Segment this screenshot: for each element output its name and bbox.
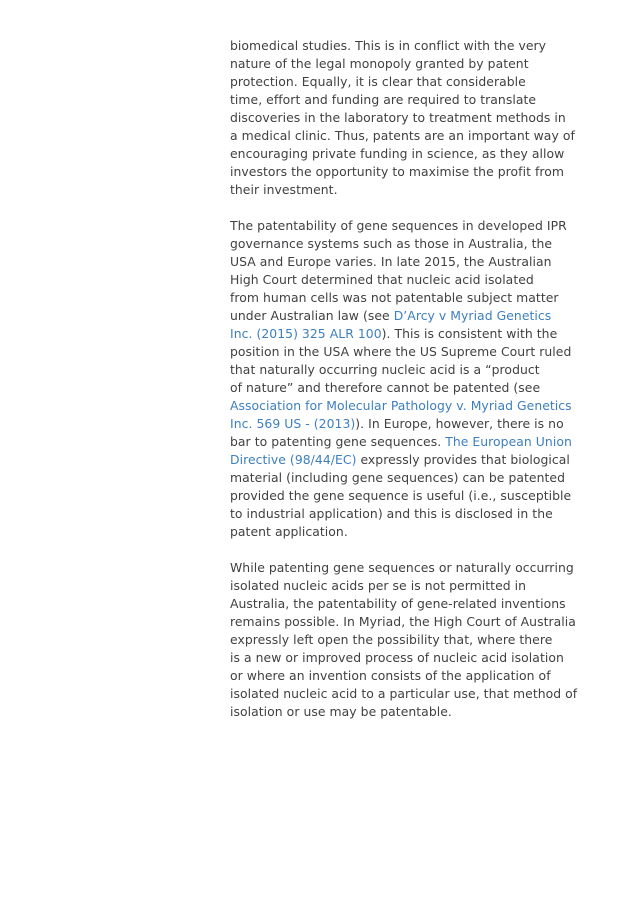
text-line bbox=[230, 163, 602, 181]
text-line bbox=[230, 127, 602, 145]
body-text: provided the gene sequence is useful (i.e., susceptible bbox=[230, 488, 572, 503]
body-text: their investment. bbox=[230, 182, 338, 197]
paragraph bbox=[230, 37, 602, 199]
text-line bbox=[230, 505, 602, 523]
body-text: ). In Europe, however, there is no bbox=[355, 416, 564, 431]
body-text: that naturally occurring nucleic acid is a “product bbox=[230, 362, 540, 377]
body-text: discoveries in the laboratory to treatment methods in bbox=[230, 110, 566, 125]
body-text: Australia, the patentability of gene-related inventions bbox=[230, 596, 566, 611]
text-line bbox=[230, 307, 602, 325]
body-text: USA and Europe varies. In late 2015, the Australian bbox=[230, 254, 552, 269]
body-text: isolation or use may be patentable. bbox=[230, 704, 452, 719]
text-line bbox=[230, 91, 602, 109]
body-text: patent application. bbox=[230, 524, 348, 539]
body-text: from human cells was not patentable subject matter bbox=[230, 290, 559, 305]
text-line bbox=[230, 613, 602, 631]
body-text: expressly left open the possibility that, where there bbox=[230, 632, 553, 647]
text-line bbox=[230, 217, 602, 235]
text-line bbox=[230, 433, 602, 451]
body-text: remains possible. In Myriad, the High Court of Australia bbox=[230, 614, 576, 629]
body-text: or where an invention consists of the application of bbox=[230, 668, 551, 683]
body-text: expressly provides that biological bbox=[356, 452, 570, 467]
text-line bbox=[230, 37, 602, 55]
body-text: under Australian law (see bbox=[230, 308, 394, 323]
citation-link[interactable]: Inc. 569 US - (2013) bbox=[230, 416, 356, 431]
body-text: protection. Equally, it is clear that considerable bbox=[230, 74, 526, 89]
citation-link[interactable]: Association for Molecular Pathology v. Myriad Genetics bbox=[230, 398, 572, 413]
text-line bbox=[230, 343, 602, 361]
citation-link[interactable]: Inc. (2015) 325 ALR 100 bbox=[230, 326, 382, 341]
paragraph-gap bbox=[230, 199, 602, 217]
body-text: investors the opportunity to maximise the profit from bbox=[230, 164, 565, 179]
body-text: While patenting gene sequences or naturally occurring bbox=[230, 560, 574, 575]
text-line bbox=[230, 181, 602, 199]
text-line bbox=[230, 631, 602, 649]
body-text: of nature” and therefore cannot be patented (see bbox=[230, 380, 541, 395]
text-line bbox=[230, 253, 602, 271]
body-text: ). This is consistent with the bbox=[381, 326, 558, 341]
body-text: bar to patenting gene sequences. bbox=[230, 434, 446, 449]
citation-link[interactable]: The European Union bbox=[445, 434, 572, 449]
text-line bbox=[230, 487, 602, 505]
body-text: High Court determined that nucleic acid isolated bbox=[230, 272, 534, 287]
body-text: position in the USA where the US Supreme Court ruled bbox=[230, 344, 572, 359]
text-line bbox=[230, 685, 602, 703]
body-text: biomedical studies. This is in conflict with the very bbox=[230, 38, 547, 53]
text-line bbox=[230, 109, 602, 127]
text-line bbox=[230, 73, 602, 91]
text-line bbox=[230, 415, 602, 433]
body-text: time, effort and funding are required to translate bbox=[230, 92, 537, 107]
text-line bbox=[230, 559, 602, 577]
text-line bbox=[230, 271, 602, 289]
text-line bbox=[230, 703, 602, 721]
body-text: isolated nucleic acid to a particular use, that method of bbox=[230, 686, 578, 701]
text-line bbox=[230, 667, 602, 685]
citation-link[interactable]: Directive (98/44/EC) bbox=[230, 452, 357, 467]
document-page bbox=[230, 37, 602, 721]
text-line bbox=[230, 325, 602, 343]
text-line bbox=[230, 145, 602, 163]
body-text: encouraging private funding in science, as they allow bbox=[230, 146, 565, 161]
body-text: nature of the legal monopoly granted by patent bbox=[230, 56, 529, 71]
paragraph-gap bbox=[230, 541, 602, 559]
text-line bbox=[230, 577, 602, 595]
citation-link[interactable]: D’Arcy v Myriad Genetics bbox=[393, 308, 552, 323]
text-line bbox=[230, 235, 602, 253]
body-text: isolated nucleic acids per se is not permitted in bbox=[230, 578, 527, 593]
text-line bbox=[230, 649, 602, 667]
text-line bbox=[230, 469, 602, 487]
text-line bbox=[230, 379, 602, 397]
text-line bbox=[230, 361, 602, 379]
text-line bbox=[230, 595, 602, 613]
body-text: material (including gene sequences) can be patented bbox=[230, 470, 566, 485]
body-text: The patentability of gene sequences in developed IPR bbox=[230, 218, 567, 233]
text-line bbox=[230, 523, 602, 541]
text-line bbox=[230, 397, 602, 415]
text-line bbox=[230, 55, 602, 73]
paragraph bbox=[230, 559, 602, 721]
text-line bbox=[230, 451, 602, 469]
body-text: is a new or improved process of nucleic acid isolation bbox=[230, 650, 564, 665]
body-text: governance systems such as those in Australia, the bbox=[230, 236, 553, 251]
body-text: to industrial application) and this is disclosed in the bbox=[230, 506, 553, 521]
text-line bbox=[230, 289, 602, 307]
paragraph bbox=[230, 217, 602, 541]
body-text: a medical clinic. Thus, patents are an important way of bbox=[230, 128, 575, 143]
